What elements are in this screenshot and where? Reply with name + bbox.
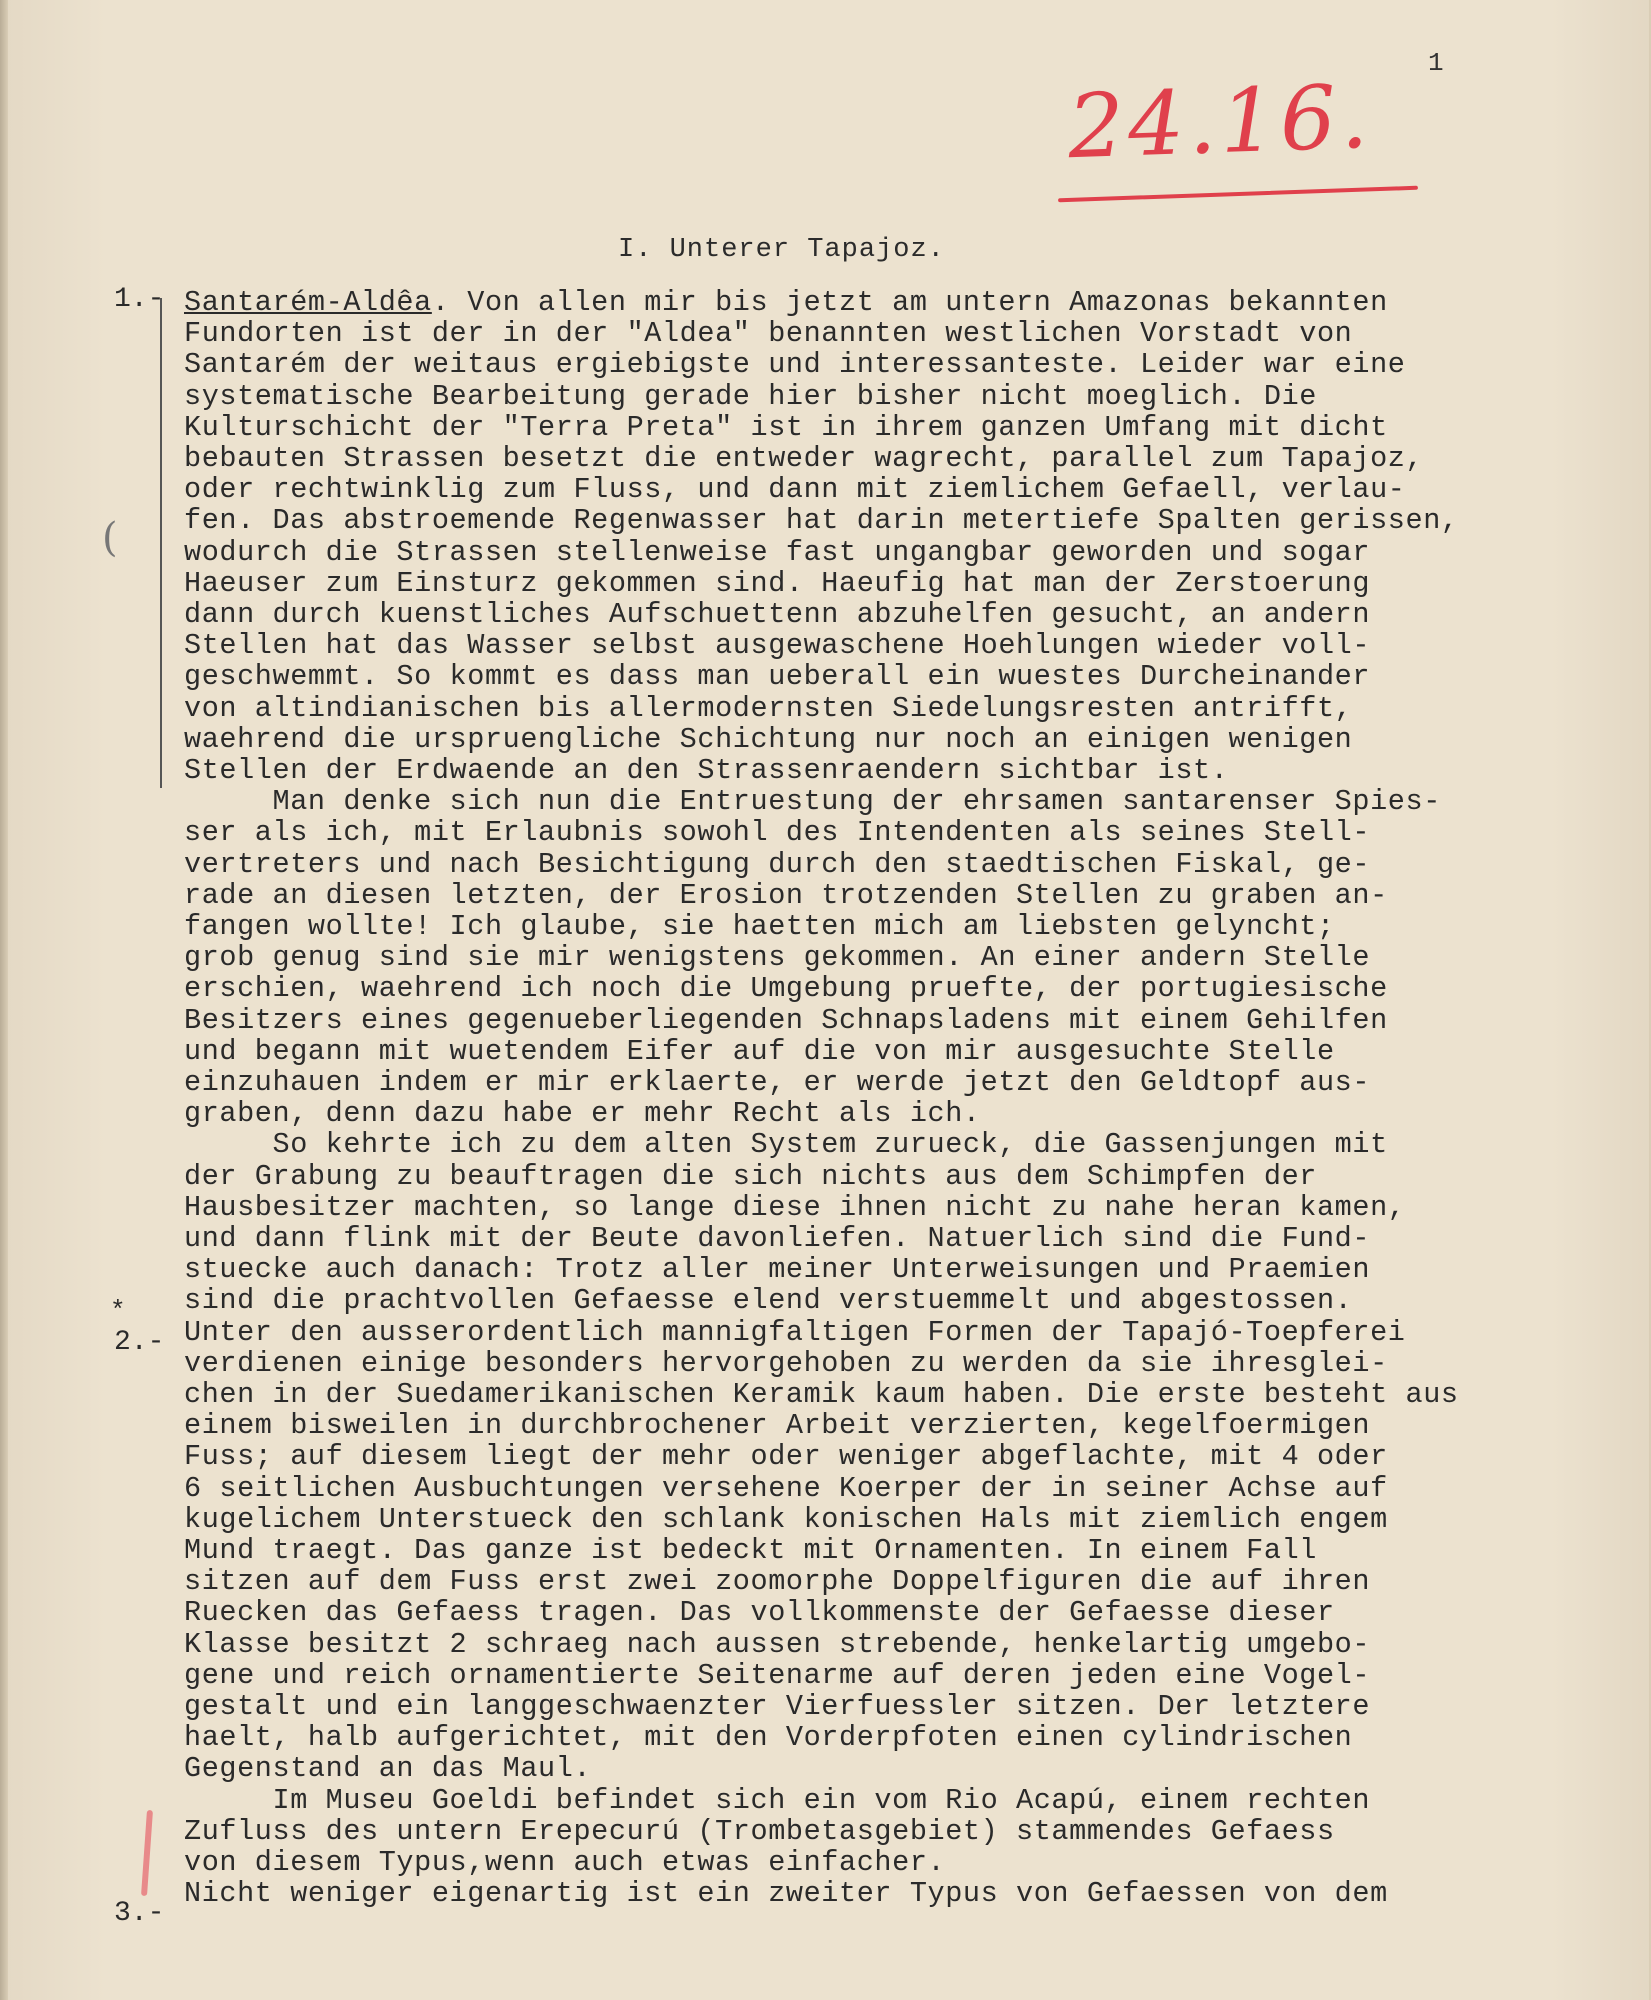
text-line: Haeuser zum Einsturz gekommen sind. Haeufig hat man der Zerstoerung xyxy=(184,566,1371,600)
handwritten-archive-number: 24.16. xyxy=(1066,64,1374,179)
text-line: Mund traegt. Das ganze ist bedeckt mit Ornamenten. In einem Fall xyxy=(184,1534,1317,1567)
text-line: einzuhauen indem er mir erklaerte, er werde jetzt den Geldtopf aus- xyxy=(184,1066,1371,1099)
text-line: sitzen auf dem Fuss erst zwei zoomorphe Doppelfiguren die auf ihren xyxy=(184,1565,1371,1599)
text-line: Stellen hat das Wasser selbst ausgewaschene Hoehlungen wieder voll- xyxy=(184,629,1371,663)
section-heading: I. Unterer Tapajoz. xyxy=(618,235,945,265)
text-line: wodurch die Strassen stellenweise fast ungangbar geworden und sogar xyxy=(184,535,1371,569)
text-line: Unter den ausserordentlich mannigfaltigen Formen der Tapajó-Toepferei xyxy=(184,1315,1406,1349)
paragraph-marker-2: 2.- xyxy=(114,1327,165,1358)
text-line: Man denke sich nun die Entruestung der ehrsamen santarenser Spies- xyxy=(184,785,1441,819)
text-line: Fundorten ist der in der "Aldea" benannten westlichen Vorstadt von xyxy=(184,317,1353,351)
text-line: oder rechtwinklig zum Fluss, und dann mit ziemlichem Gefaell, verlau- xyxy=(184,473,1406,507)
text-line: und dann flink mit der Beute davonliefen. Natuerlich sind die Fund- xyxy=(184,1222,1371,1255)
pencil-parenthesis-mark: ( xyxy=(102,515,118,561)
text-line: systematische Bearbeitung gerade hier bisher nicht moeglich. Die xyxy=(184,379,1317,413)
text-line: bebauten Strassen besetzt die entweder wagrecht, parallel zum Tapajoz, xyxy=(184,442,1424,475)
text-line: der Grabung zu beauftragen die sich nichts aus dem Schimpfen der xyxy=(184,1159,1317,1193)
text-line: gestalt und ein langgeschwaenzter Vierfuessler sitzen. Der letztere xyxy=(184,1690,1371,1723)
text-line: einem bisweilen in durchbrochener Arbeit verzierten, kegelfoermigen xyxy=(184,1409,1371,1443)
document-page xyxy=(8,0,1649,2000)
text-line: sind die prachtvollen Gefaesse elend verstuemmelt und abgestossen. xyxy=(184,1284,1353,1318)
text-line: Kulturschicht der "Terra Preta" ist in ihrem ganzen Umfang mit dicht xyxy=(184,410,1388,444)
text-line: von diesem Typus,wenn auch etwas einfacher. xyxy=(184,1846,946,1879)
page-number: 1 xyxy=(1428,48,1444,78)
text-line: Stellen der Erdwaende an den Strassenraendern sichtbar ist. xyxy=(184,754,1229,787)
text-line: So kehrte ich zu dem alten System zurueck, die Gassenjungen mit xyxy=(184,1128,1388,1162)
text-line: haelt, halb aufgerichtet, mit den Vorderpfoten einen cylindrischen xyxy=(184,1721,1353,1755)
text-line: vertreters und nach Besichtigung durch den staedtischen Fiskal, ge- xyxy=(184,847,1371,881)
text-line: fangen wollte! Ich glaube, sie haetten mich am liebsten gelyncht; xyxy=(184,910,1335,943)
text-line: Santarém-Aldêa. Von allen mir bis jetzt am untern Amazonas bekannten xyxy=(184,286,1388,319)
text-line: geschwemmt. So kommt es dass man ueberall ein wuestes Durcheinander xyxy=(184,660,1371,694)
text-line: waehrend die urspruengliche Schichtung nur noch an einigen wenigen xyxy=(184,722,1353,756)
text-line: verdienen einige besonders hervorgehoben zu werden da sie ihresglei- xyxy=(184,1346,1388,1380)
text-line: graben, denn dazu habe er mehr Recht als ich. xyxy=(184,1097,981,1131)
text-line: Klasse besitzt 2 schraeg nach aussen strebende, henkelartig umgebo- xyxy=(184,1627,1371,1661)
page-edge xyxy=(0,0,8,2000)
text-line: Nicht weniger eigenartig ist ein zweiter Typus von Gefaessen von dem xyxy=(184,1877,1388,1911)
text-line: stuecke auch danach: Trotz aller meiner Unterweisungen und Praemien xyxy=(184,1253,1371,1287)
text-line: gene und reich ornamentierte Seitenarme auf deren jeden eine Vogel- xyxy=(184,1658,1371,1692)
text-line: Zufluss des untern Erepecurú (Trombetasgebiet) stammendes Gefaess xyxy=(184,1814,1335,1848)
text-line: Gegenstand an das Maul. xyxy=(184,1752,592,1786)
text-line: Im Museu Goeldi befindet sich ein vom Rio Acapú, einem rechten xyxy=(184,1783,1371,1817)
text-line: dann durch kuenstliches Aufschuettenn abzuhelfen gesucht, an andern xyxy=(184,598,1371,631)
site-name: Santarém-Aldêa xyxy=(184,286,432,319)
text-line: von altindianischen bis allermodernsten Siedelungsresten antrifft, xyxy=(184,691,1353,725)
text-line: Ruecken das Gefaess tragen. Das vollkommenste der Gefaesse dieser xyxy=(184,1596,1335,1630)
text-line: 6 seitlichen Ausbuchtungen versehene Koerper der in seiner Achse auf xyxy=(184,1471,1388,1505)
typed-body-text xyxy=(8,0,1649,2000)
text-line: Hausbesitzer machten, so lange diese ihnen nicht zu nahe heran kamen, xyxy=(184,1190,1406,1224)
text-line: Fuss; auf diesem liegt der mehr oder weniger abgeflachte, mit 4 oder xyxy=(184,1440,1388,1474)
paragraph-marker-1: 1.- xyxy=(114,284,165,315)
text-line: chen in der Suedamerikanischen Keramik kaum haben. Die erste besteht aus xyxy=(184,1378,1459,1411)
pencil-asterisk-mark: * xyxy=(110,1296,126,1326)
text-line: und begann mit wuetendem Eifer auf die von mir ausgesuchte Stelle xyxy=(184,1034,1335,1068)
text-line: ser als ich, mit Erlaubnis sowohl des Intendenten als seines Stell- xyxy=(184,816,1371,850)
text-line: Santarém der weitaus ergiebigste und interessanteste. Leider war eine xyxy=(184,348,1406,382)
text-line: Besitzers eines gegenueberliegenden Schnapsladens mit einem Gehilfen xyxy=(184,1003,1388,1037)
text-line: erschien, waehrend ich noch die Umgebung pruefte, der portugiesische xyxy=(184,972,1388,1006)
text-line: grob genug sind sie mir wenigstens gekommen. An einer andern Stelle xyxy=(184,941,1371,975)
text-line: rade an diesen letzten, der Erosion trotzenden Stellen zu graben an- xyxy=(184,878,1388,912)
text-line: fen. Das abstroemende Regenwasser hat darin metertiefe Spalten gerissen, xyxy=(184,504,1459,538)
paragraph-marker-3: 3.- xyxy=(114,1898,165,1929)
text-line: kugelichem Unterstueck den schlank konischen Hals mit ziemlich engem xyxy=(184,1502,1388,1536)
